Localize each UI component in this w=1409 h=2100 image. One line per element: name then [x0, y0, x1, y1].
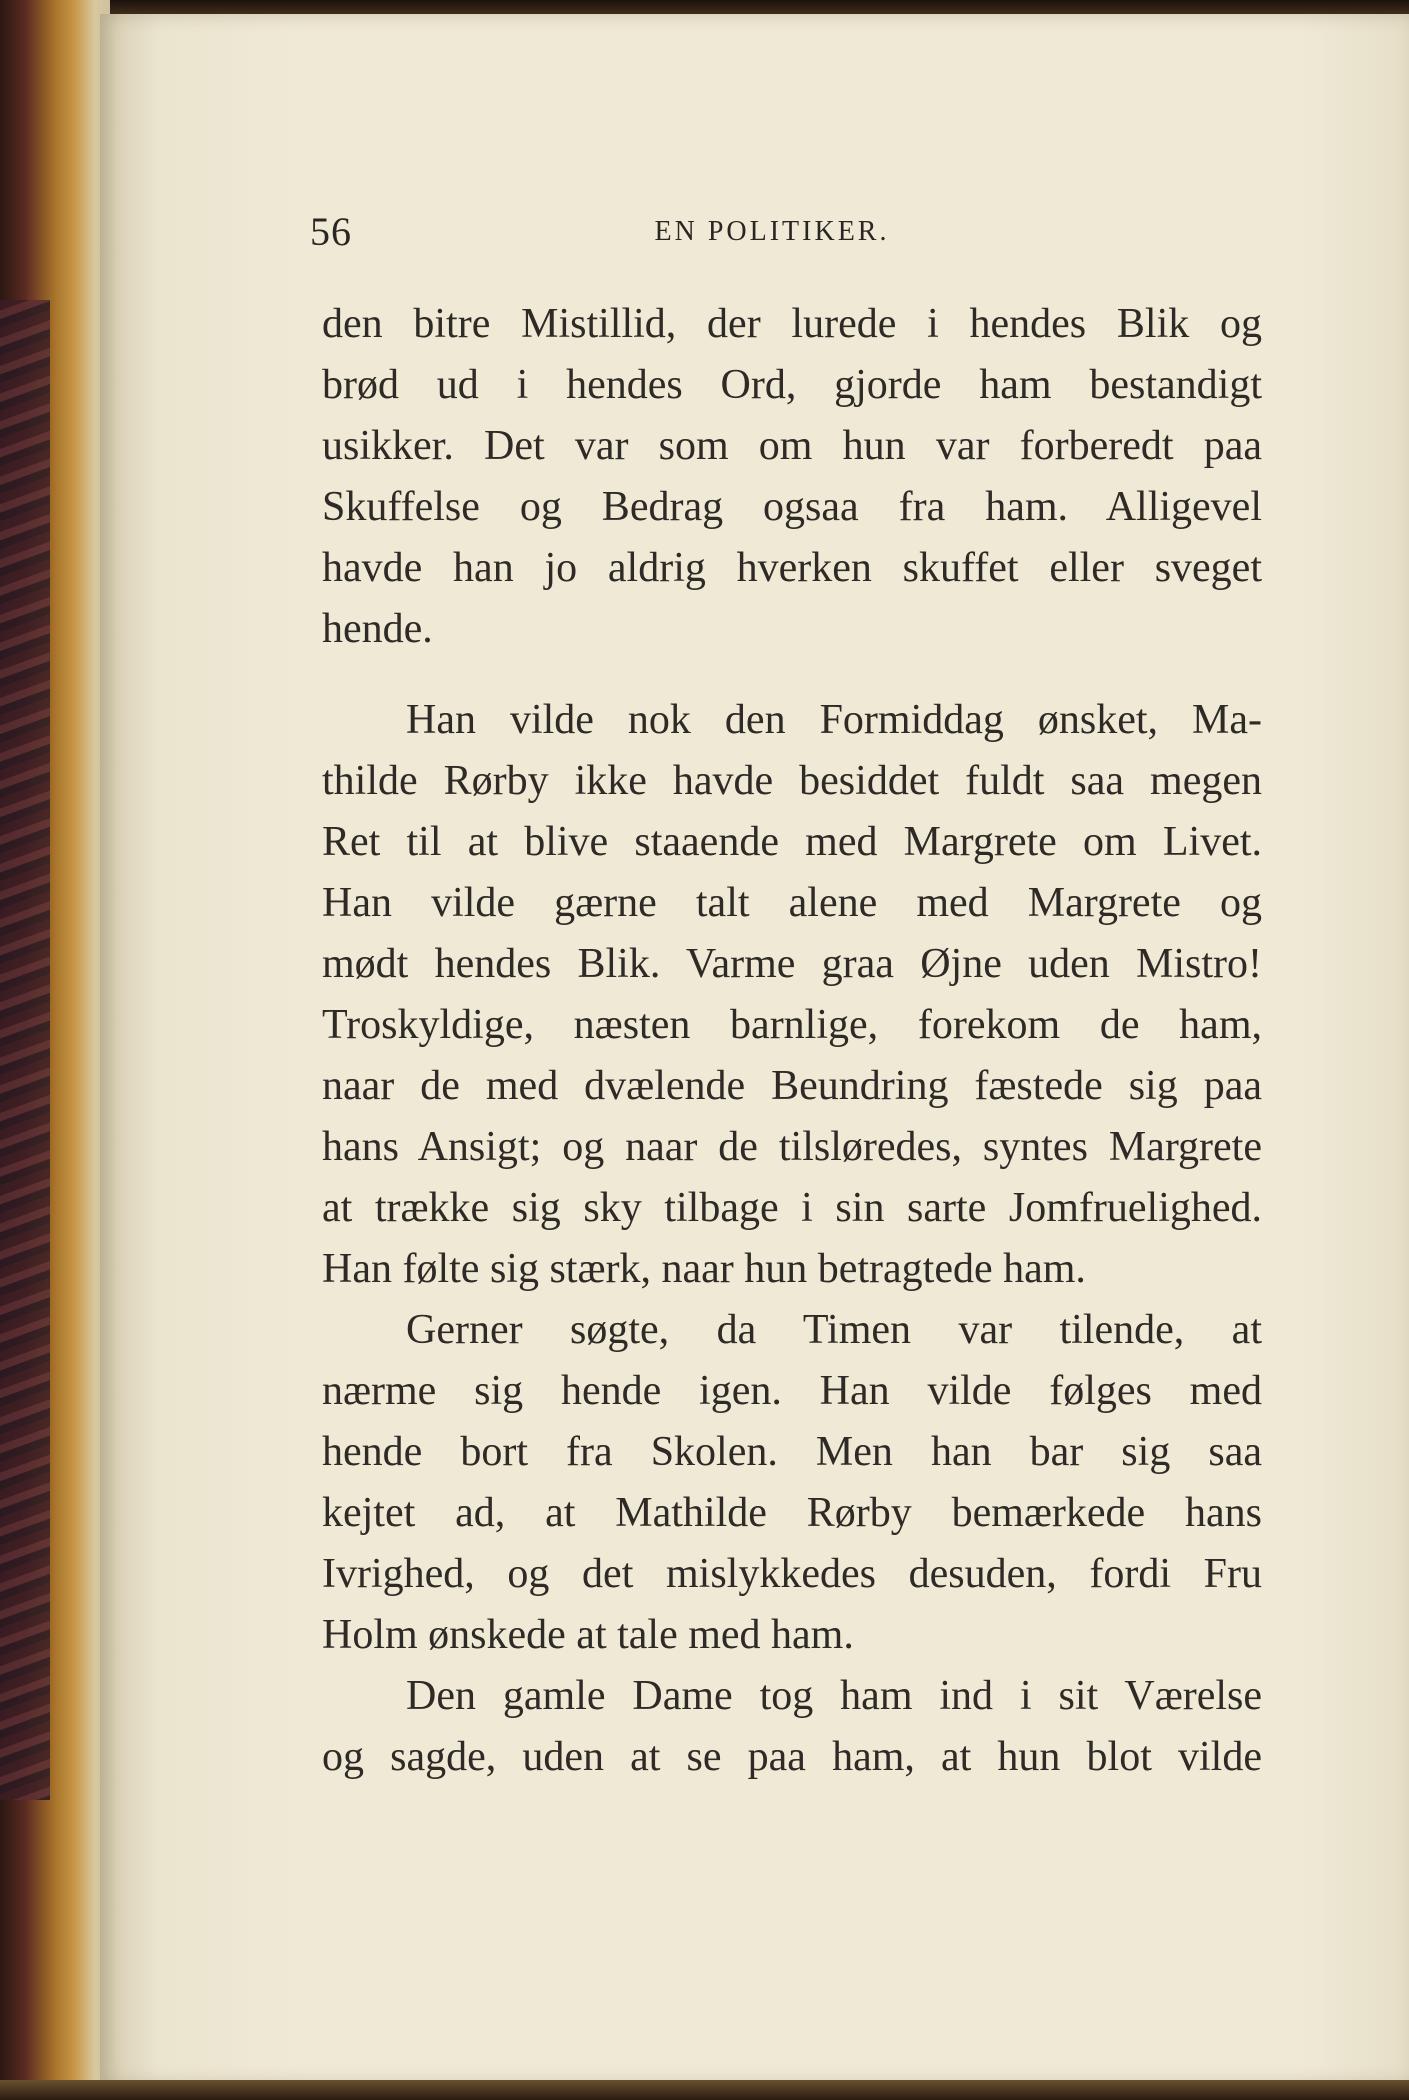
paragraph-2	[322, 690, 1262, 1300]
body-text	[322, 294, 1262, 1788]
text-line: nærme sig hende igen. Han vilde følges med	[322, 1368, 1262, 1414]
text-line: at trække sig sky tilbage i sin sarte Jomfruelighed.	[322, 1185, 1262, 1231]
text-line: hende bort fra Skolen. Men han bar sig saa	[322, 1429, 1262, 1475]
text-line: hende.	[322, 606, 433, 652]
text-line: mødt hendes Blik. Varme graa Øjne uden Mistro!	[322, 941, 1262, 987]
paragraph-1	[322, 294, 1262, 660]
page-number: 56	[310, 209, 352, 254]
paragraph-3	[322, 1300, 1262, 1666]
text-line: Den gamle Dame tog ham ind i sit Værelse	[406, 1673, 1262, 1719]
text-line: Skuffelse og Bedrag ogsaa fra ham. Alligevel	[322, 484, 1262, 530]
paragraph-4	[322, 1666, 1262, 1788]
text-line: naar de med dvælende Beundring fæstede sig paa	[322, 1063, 1262, 1109]
text-line: Han vilde gærne talt alene med Margrete og	[322, 880, 1262, 926]
text-line: Holm ønskede at tale med ham.	[322, 1612, 854, 1658]
text-line: kejtet ad, at Mathilde Rørby bemærkede hans	[322, 1490, 1262, 1536]
text-line: Ivrighed, og det mislykkedes desuden, fordi Fru	[322, 1551, 1262, 1597]
paragraph-gap	[322, 660, 1262, 690]
binding-pattern	[0, 300, 50, 1800]
text-line: Gerner søgte, da Timen var tilende, at	[406, 1307, 1262, 1353]
book-bottom-edge	[0, 2080, 1409, 2100]
text-line: den bitre Mistillid, der lurede i hendes Blik og	[322, 301, 1262, 347]
page-header	[222, 208, 1262, 258]
book-binding	[0, 0, 110, 2100]
text-line: thilde Rørby ikke havde besiddet fuldt saa megen	[322, 758, 1262, 804]
text-line: Han vilde nok den Formiddag ønsket, Ma-	[406, 697, 1262, 743]
text-line: Han følte sig stærk, naar hun betragtede ham.	[322, 1246, 1086, 1292]
text-line: Ret til at blive staaende med Margrete om Livet.	[322, 819, 1262, 865]
text-line: usikker. Det var som om hun var forberedt paa	[322, 423, 1262, 469]
text-line: Troskyldige, næsten barnlige, forekom de ham,	[322, 1002, 1262, 1048]
text-line: og sagde, uden at se paa ham, at hun blot vilde	[322, 1734, 1262, 1780]
text-line: brød ud i hendes Ord, gjorde ham bestandigt	[322, 362, 1262, 408]
text-line: hans Ansigt; og naar de tilsløredes, syntes Margrete	[322, 1124, 1262, 1170]
text-line: havde han jo aldrig hverken skuffet eller sveget	[322, 545, 1262, 591]
running-title: EN POLITIKER.	[654, 216, 890, 247]
